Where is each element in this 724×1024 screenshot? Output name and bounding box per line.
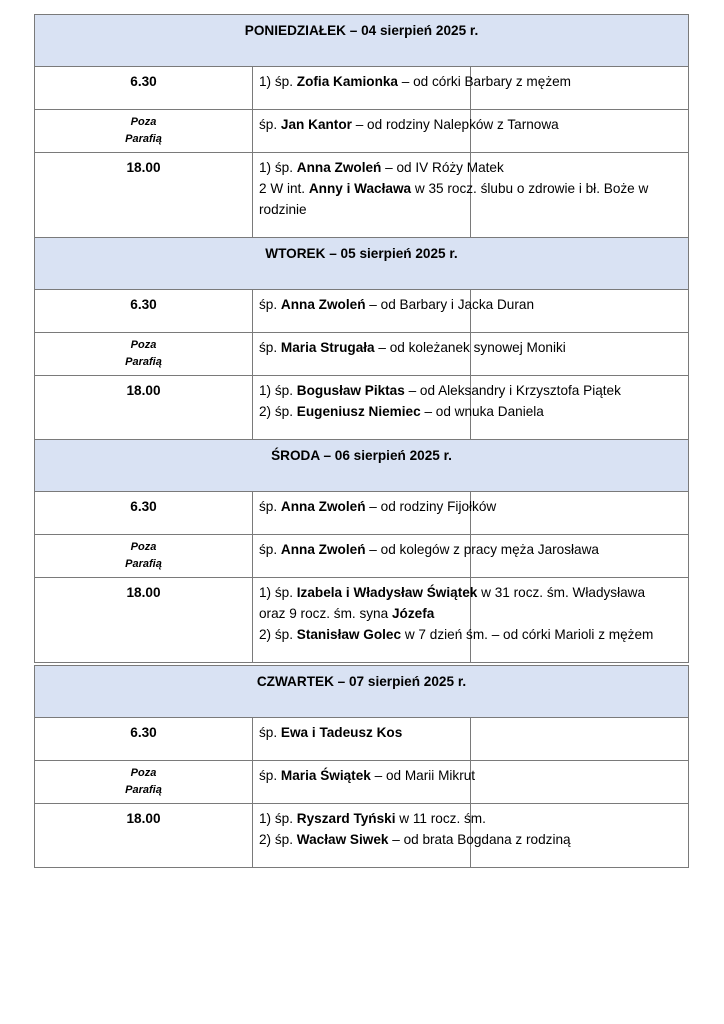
day-header-row (35, 666, 689, 718)
deceased-name: Józefa (391, 606, 435, 621)
deceased-name: Maria Strugała (280, 340, 375, 355)
mass-row (35, 578, 689, 663)
deceased-name: Stanisław Golec (296, 627, 402, 642)
mass-intention: 1) śp. Anna Zwoleń – od IV Róży Matek 2 W int. Anny i Wacława w 35 rocz. ślubu o zdrowie i bł. Boże w rodzinie (253, 153, 471, 238)
deceased-name: Anna Zwoleń (280, 297, 366, 312)
mass-time: Poza Parafią (35, 535, 253, 578)
mass-time: Poza Parafią (35, 761, 253, 804)
mass-time: 18.00 (35, 376, 253, 440)
mass-row (35, 290, 689, 333)
mass-row (35, 110, 689, 153)
day-title: WTOREK – 05 sierpień 2025 r. (35, 238, 689, 290)
deceased-name: Maria Świątek (280, 768, 371, 783)
mass-intention: śp. Anna Zwoleń – od Barbary i Jacka Duran (253, 290, 471, 333)
mass-time: 6.30 (35, 492, 253, 535)
deceased-name: Anna Zwoleń (280, 499, 366, 514)
deceased-name: Anna Zwoleń (296, 160, 382, 175)
mass-intention: 1) śp. Ryszard Tyński w 11 rocz. śm. 2) śp. Wacław Siwek – od brata Bogdana z rodziną (253, 804, 471, 868)
day-title: CZWARTEK – 07 sierpień 2025 r. (35, 666, 689, 718)
mass-intention: śp. Anna Zwoleń – od rodziny Fijołków (253, 492, 471, 535)
mass-time: 6.30 (35, 718, 253, 761)
deceased-name: Izabela i Władysław Świątek (296, 585, 478, 600)
mass-intention: śp. Anna Zwoleń – od kolegów z pracy męża Jarosława (253, 535, 471, 578)
mass-intention: 1) śp. Bogusław Piktas – od Aleksandry i Krzysztofa Piątek 2) śp. Eugeniusz Niemiec – od wnuka Daniela (253, 376, 471, 440)
mass-row (35, 67, 689, 110)
day-header-row (35, 15, 689, 67)
mass-intention: śp. Maria Świątek – od Marii Mikrut (253, 761, 471, 804)
mass-row (35, 718, 689, 761)
mass-intention: śp. Maria Strugała – od koleżanek synowej Moniki (253, 333, 471, 376)
deceased-name: Wacław Siwek (296, 832, 389, 847)
mass-time: 6.30 (35, 290, 253, 333)
mass-time: 18.00 (35, 578, 253, 663)
mass-intention: 1) śp. Zofia Kamionka – od córki Barbary z mężem (253, 67, 471, 110)
day-header-row (35, 238, 689, 290)
mass-intention: 1) śp. Izabela i Władysław Świątek w 31 rocz. śm. Władysława oraz 9 rocz. śm. syna Józefa 2) śp. Stanisław Golec w 7 dzień śm. – od córki Marioli z mężem (253, 578, 471, 663)
mass-row (35, 333, 689, 376)
mass-time: Poza Parafią (35, 333, 253, 376)
mass-row (35, 492, 689, 535)
day-title: ŚRODA – 06 sierpień 2025 r. (35, 440, 689, 492)
mass-time: 6.30 (35, 67, 253, 110)
mass-row (35, 804, 689, 868)
mass-intention: śp. Jan Kantor – od rodziny Nalepków z Tarnowa (253, 110, 471, 153)
mass-time: 18.00 (35, 804, 253, 868)
mass-row (35, 535, 689, 578)
mass-row (35, 153, 689, 238)
mass-time: 18.00 (35, 153, 253, 238)
mass-row (35, 761, 689, 804)
mass-row (35, 376, 689, 440)
deceased-name: Ryszard Tyński (296, 811, 396, 826)
schedule-body (35, 15, 689, 868)
deceased-name: Zofia Kamionka (296, 74, 398, 89)
mass-time: Poza Parafią (35, 110, 253, 153)
notes-cell (471, 718, 689, 761)
mass-intention: śp. Ewa i Tadeusz Kos (253, 718, 471, 761)
deceased-name: Bogusław Piktas (296, 383, 405, 398)
day-header-row (35, 440, 689, 492)
deceased-name: Ewa i Tadeusz Kos (280, 725, 403, 740)
deceased-name: Eugeniusz Niemiec (296, 404, 421, 419)
deceased-name: Anna Zwoleń (280, 542, 366, 557)
deceased-name: Anny i Wacława (308, 181, 412, 196)
notes-cell (471, 492, 689, 535)
deceased-name: Jan Kantor (280, 117, 352, 132)
day-title: PONIEDZIAŁEK – 04 sierpień 2025 r. (35, 15, 689, 67)
mass-intentions-table (34, 14, 689, 868)
notes-cell (471, 761, 689, 804)
